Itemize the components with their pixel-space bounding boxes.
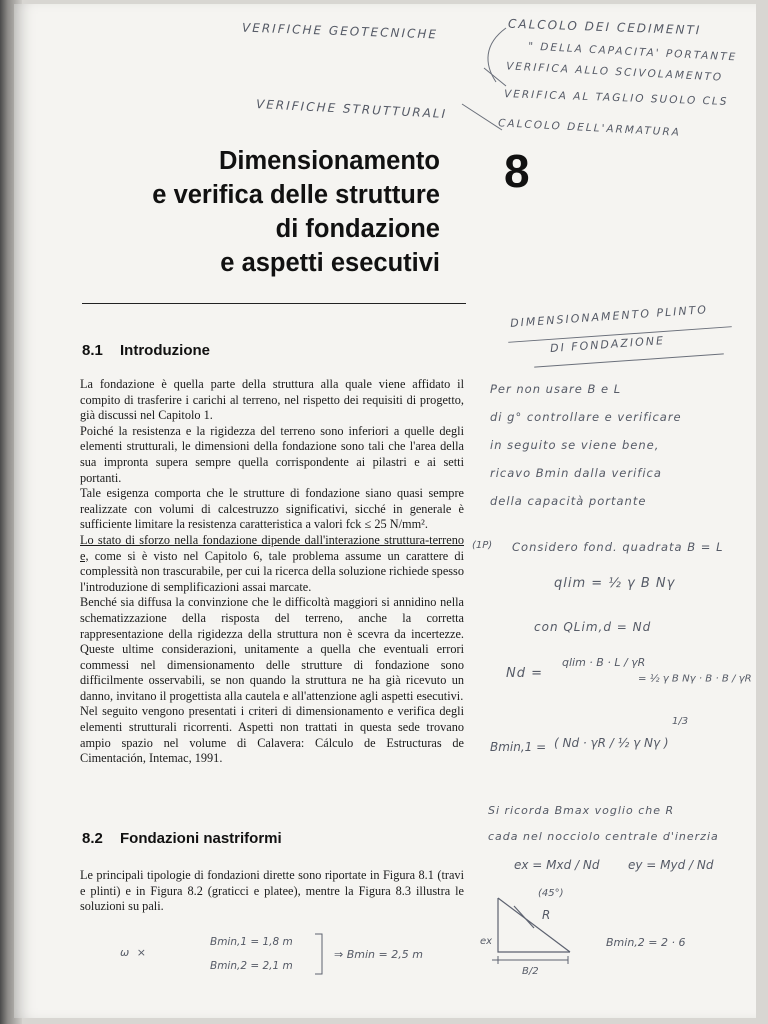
handwritten-formula: ex = Mxd / Nd xyxy=(514,858,600,872)
handwritten-formula: Nd = xyxy=(506,666,544,681)
paragraph: Tale esigenza comporta che le strutture di fondazione siano quasi sempre realizzate con volumi di calcestruzzo significativi, sicché in generale è sufficiente limitare la resistenza caratteristica a valori fck ≤ 25 N/mm². xyxy=(80,486,464,532)
handwritten-title: DI FONDAZIONE xyxy=(549,334,666,355)
chapter-title-line: e aspetti esecutivi xyxy=(220,249,440,277)
section-heading xyxy=(82,342,210,359)
handwritten-formula: qlim · B · L / γR xyxy=(562,656,646,669)
handwritten-formula: = ½ γ B Nγ · B · B / γR xyxy=(638,672,752,685)
sketch-label: B/2 xyxy=(522,966,539,977)
chapter-title xyxy=(152,144,440,280)
paragraph: La fondazione è quella parte della struttura alla quale viene affidato il compito di trasferire i carichi al terreno, nel rispetto dei requisiti di progetto, già discussi nel Capitolo 1. xyxy=(80,377,464,423)
handwritten-note: CALCOLO DEI CEDIMENTI xyxy=(507,16,702,38)
handwritten-brace xyxy=(454,24,514,144)
handwritten-formula: ey = Myd / Nd xyxy=(628,858,714,872)
chapter-number: 8 xyxy=(504,145,530,197)
title-rule xyxy=(82,303,466,304)
handwritten-note: ω × xyxy=(120,946,148,959)
handwritten-note: ricavo Bmin dalla verifica xyxy=(490,466,662,480)
handwritten-note: CALCOLO DELL'ARMATURA xyxy=(497,117,682,139)
handwritten-note: VERIFICA AL TAGLIO SUOLO CLS xyxy=(503,88,729,108)
section-heading xyxy=(82,830,282,847)
paragraph xyxy=(80,533,464,595)
handwritten-note: VERIFICHE STRUTTURALI xyxy=(255,97,448,121)
handwritten-title: DIMENSIONAMENTO PLINTO xyxy=(509,303,709,330)
handwritten-formula: qlim = ½ γ B Nγ xyxy=(554,576,676,591)
handwritten-note: VERIFICHE GEOTECNICHE xyxy=(241,20,439,42)
handwritten-note: Si ricorda Bmax voglio che R xyxy=(488,804,675,817)
paragraph: Le principali tipologie di fondazioni dirette sono riportate in Figura 8.1 (travi e plinti) e in Figura 8.2 (graticci e platee), mentre la Figura 8.3 illustra le soluzioni su pali. xyxy=(80,868,464,914)
handwritten-formula: Bmin,1 = xyxy=(490,740,547,754)
handwritten-note: VERIFICA ALLO SCIVOLAMENTO xyxy=(505,60,724,84)
handwritten-formula: Bmin,1 = 1,8 m xyxy=(210,936,293,948)
section-title: Introduzione xyxy=(120,342,210,359)
chapter-title-line: e verifica delle strutture xyxy=(152,181,440,209)
handwritten-note: in seguito se viene bene, xyxy=(490,438,660,452)
section-number: 8.1 xyxy=(82,342,103,359)
book-page xyxy=(14,4,756,1018)
paragraph-rest: come si è visto nel Capitolo 6, tale problema assume un carattere di complessità non trascurabile, per cui la ricerca della soluzione richiede spesso l'introduzione di semplificazioni assai marcate. xyxy=(80,548,464,594)
handwritten-note: di g° controllare e verificare xyxy=(490,410,682,424)
handwritten-note: Per non usare B e L xyxy=(490,382,622,396)
handwritten-note: cada nel nocciolo centrale d'inerzia xyxy=(488,830,719,843)
handwritten-bracket xyxy=(312,932,328,978)
handwritten-underline xyxy=(534,353,724,367)
handwritten-note: " DELLA CAPACITA' PORTANTE xyxy=(527,40,738,64)
hypothesis-label: (1P) xyxy=(472,540,493,551)
section-number: 8.2 xyxy=(82,830,103,847)
paragraph: Poiché la resistenza e la rigidezza del terreno sono inferiori a quelle degli elementi strutturali, le dimensioni della fondazione sono tali che l'area della sua impronta supera sempre quella corrispondente ai pilastri e ai setti portanti. xyxy=(80,423,464,485)
underlined-text: Lo stato di sforzo nella fondazione dipende dall'interazione struttura-terreno e, xyxy=(80,532,464,563)
sketch-label: (45°) xyxy=(538,888,564,899)
handwritten-formula: Bmin,2 = 2 · 6 xyxy=(606,936,686,949)
chapter-title-line: di fondazione xyxy=(275,215,440,243)
handwritten-formula: con QLim,d = Nd xyxy=(534,620,652,634)
chapter-title-line: Dimensionamento xyxy=(218,147,440,175)
handwritten-note: della capacità portante xyxy=(490,494,647,508)
sketch-label: R xyxy=(542,908,551,922)
handwritten-exponent: 1/3 xyxy=(672,716,689,727)
handwritten-formula: ⇒ Bmin = 2,5 m xyxy=(334,948,423,961)
handwritten-formula: ( Nd · γR / ½ γ Nγ ) xyxy=(554,736,669,750)
sketch-label: ex xyxy=(480,936,493,947)
paragraph: Benché sia diffusa la convinzione che le difficoltà maggiori si annidino nella schematizzazione della risposta del terreno, anche la corretta rappresentazione della rigidezza della struttura non è scevra da incertezze. Queste ultime considerazioni, unitamente a quella che eventuali errori commessi nel dimensionamento delle strutture di fondazione sono difficilmente osservabili, se non quando la struttura ne ha già ricevuto un danno, invitano il progettista alla cautela e all'attenzione agli aspetti esecutivi. xyxy=(80,595,464,703)
paragraph: Nel seguito vengono presentati i criteri di dimensionamento e verifica degli elementi strutturali ricorrenti. Aspetti non trattati in questa sede trovano ampio spazio nel volume di Calavera: Cálculo de Estructuras de Cimentación, Intemac, 1991. xyxy=(80,704,464,766)
handwritten-formula: Bmin,2 = 2,1 m xyxy=(210,960,293,972)
section-title: Fondazioni nastriformi xyxy=(120,830,282,847)
intro-body xyxy=(80,377,464,767)
handwritten-note: Considero fond. quadrata B = L xyxy=(512,540,724,554)
section2-body xyxy=(80,868,464,915)
